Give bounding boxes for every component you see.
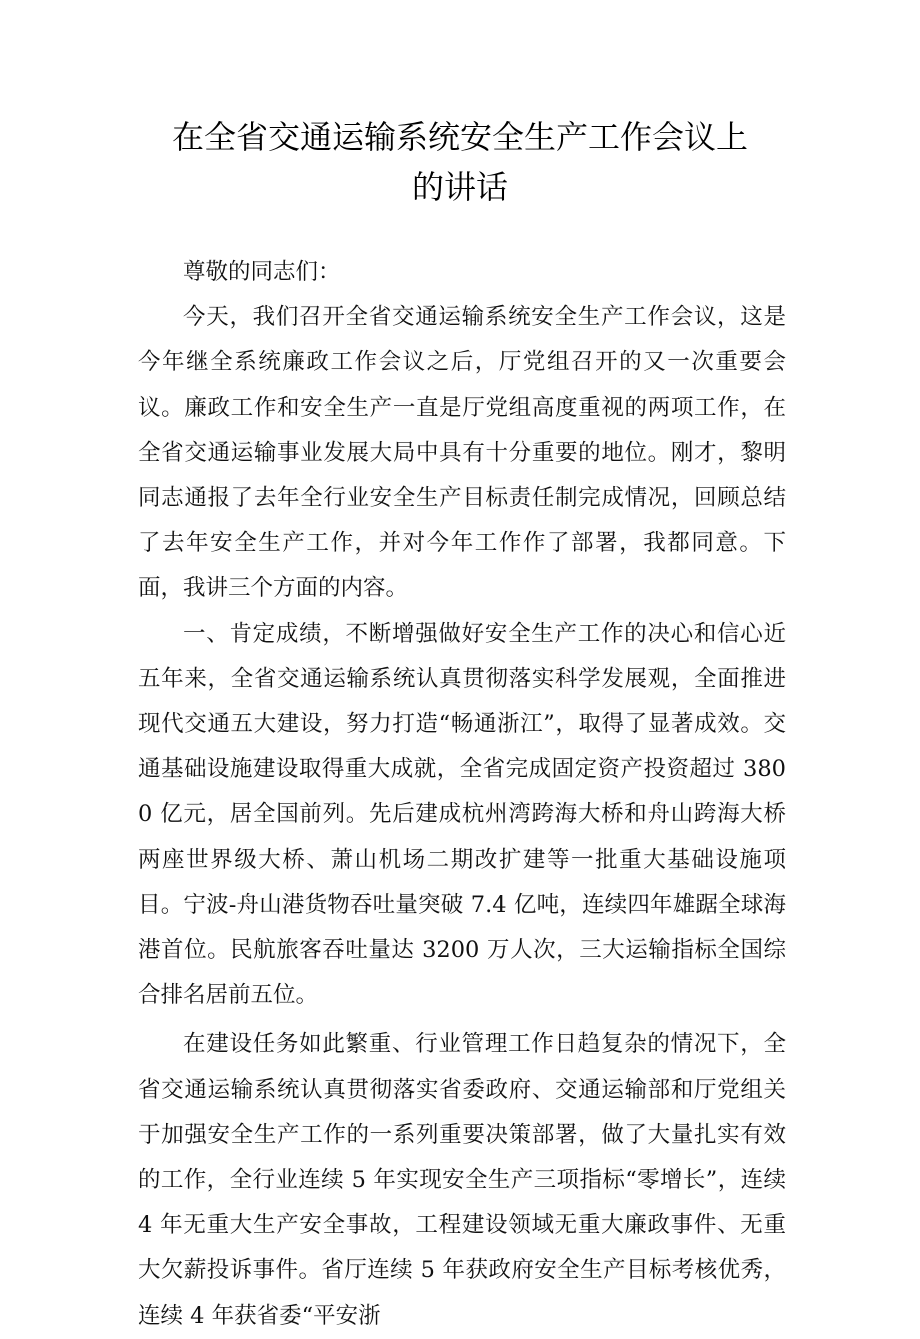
title-line-1: 在全省交通运输系统安全生产工作会议上 [171,118,748,156]
salutation: 尊敬的同志们： [183,259,341,285]
document-title [140,112,780,212]
paragraph-intro: 今天，我们召开全省交通运输系统安全生产工作会议，这是今年继全系统廉政工作会议之后，厅党组召开的又一次重要会议。廉政工作和安全生产一直是厅党组高度重视的两项工作，在全省交通运输事业发展大局中具有十分重要的地位。刚才，黎明同志通报了去年全行业安全生产目标责任制完成情况，回顾总结了去年安全生产工作，并对今年工作作了部署，我都同意。下面，我讲三个方面的内容。 [138,304,786,602]
title-line-2: 的讲话 [411,168,508,206]
paragraph-achievements: 在建设任务如此繁重、行业管理工作日趋复杂的情况下，全省交通运输系统认真贯彻落实省委政府、交通运输部和厅党组关于加强安全生产工作的一系列重要决策部署，做了大量扎实有效的工作，全行业连续 5 年实现安全生产三项指标“零增长”，连续 4 年无重大生产安全事故，工程建设领域无重大廉政事件、无重大欠薪投诉事件。省厅连续 5 年获政府安全生产目标考核优秀，连续 4 年获省委“平安浙 [138,1031,786,1329]
document-body [138,250,786,1339]
paragraph-section-one: 一、肯定成绩，不断增强做好安全生产工作的决心和信心近五年来，全省交通运输系统认真贯彻落实科学发展观，全面推进现代交通五大建设，努力打造“畅通浙江”，取得了显著成效。交通基础设施建设取得重大成就，全省完成固定资产投资超过 3800 亿元，居全国前列。先后建成杭州湾跨海大桥和舟山跨海大桥两座世界级大桥、萧山机场二期改扩建等一批重大基础设施项目。宁波-舟山港货物吞吐量突破 7.4 亿吨，连续四年雄踞全球海港首位。民航旅客吞吐量达 3200 万人次，三大运输指标全国综合排名居前五位。 [138,620,786,1009]
